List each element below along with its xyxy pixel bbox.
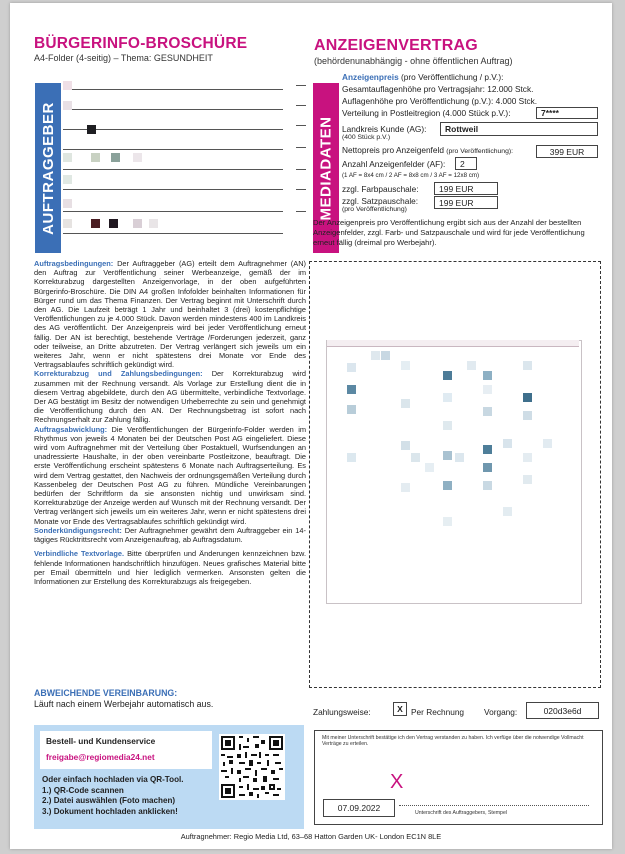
brochure-subtitle: A4-Folder (4-seitig) – Thema: GESUNDHEIT: [34, 53, 213, 63]
setup-fee-value[interactable]: 199 EUR: [434, 196, 498, 209]
footer-address: Auftragnehmer: Regio Media Ltd, 63–68 Hatton Garden UK- London EC1N 8LE: [180, 832, 442, 841]
service-email[interactable]: freigabe@regiomedia24.net: [46, 752, 155, 762]
contract-title: ANZEIGENVERTRAG: [314, 37, 478, 54]
net-price-label: Nettopreis pro Anzeigenfeld (pro Veröffentlichung):: [342, 145, 514, 155]
net-price-value[interactable]: 399 EUR: [536, 145, 598, 158]
media-side-label: MEDIADATEN: [313, 83, 339, 253]
qr-instructions: Oder einfach hochladen via QR-Tool. 1.) QR-Code scannen 2.) Datei auswählen (Foto machen) 3.) Dokument hochladen anklicken!: [42, 775, 184, 816]
ad-preview: [326, 340, 582, 604]
run-per-pub: Auflagenhöhe pro Veröffentlichung (p.V.): 4.000 Stck.: [342, 96, 538, 106]
terms-cancellation: Sonderkündigungsrecht: Der Auftragnehmer gewährt dem Auftraggeber ein 14-tägiges Rücktrittsrecht vom Anzeigenauftrag, ab Auftragsdatum.: [34, 525, 306, 545]
brochure-title: BÜRGERINFO-BROSCHÜRE: [34, 35, 248, 52]
process-value: 020d3e6d: [526, 702, 599, 719]
total-run: Gesamtauflagenhöhe pro Vertragsjahr: 12.000 Stck.: [342, 84, 534, 94]
color-fee-value[interactable]: 199 EUR: [434, 182, 498, 195]
terms-general: Auftragsbedingungen: Der Auftraggeber (AG) erteilt dem Auftragnehmer (AN) den Auftrag zur Veröffentlichung seiner Werbeanzeige, gemäß der im Korrekturabzug dargestellten Anzeigenvorlage, in der oben aufgeführten Bürgerinfo-Broschüre. Die DIN A4 großen Infofolder beinhalten Informationen für Bürger rund um das Thema Finanzen. Der Vertrag beginnt mit Unterschrift durch den AG. Die Laufzeit beträgt 1 Jahr und beinhaltet 3 (drei) kostenpflichtige Veröffentlichungen zu je 4.000 Stück. Davon werden mindestens 400 im Landkreis des AG veröffentlicht. Der Anzeigenpreis wird bei jeder Veröffentlichung erneut fällig. Der AN ist berechtigt, bestehende Verträge /Forderungen jederzeit, ganz oder teilweise, an Dritte abzutreten. Der Vertrag verlängert sich jeweils um ein weiteres Jahr, wenn er nicht spätestens drei Monate vor Ende des Vertragsablaufes schriftlich gekündigt wird.: [34, 259, 306, 370]
fields-note: (1 AF = 8x4 cm / 2 AF = 8x8 cm / 3 AF = 12x8 cm): [342, 172, 480, 179]
setup-fee-note: (pro Veröffentlichung): [342, 206, 407, 213]
signature-mark: X: [390, 771, 404, 793]
district-note: (400 Stück p.V.): [342, 134, 391, 141]
district-label: Landkreis Kunde (AG):: [342, 124, 427, 134]
signature-note: Mit meiner Unterschrift bestätige ich den Vertrag verstanden zu haben. Ich verfüge über die notwendige Vollmacht Verträge zu erteilen.: [322, 735, 584, 748]
contract-page: [10, 3, 612, 849]
price-heading: Anzeigenpreis (pro Veröffentlichung / p.V.):: [342, 72, 504, 82]
district-value[interactable]: Rottweil: [440, 122, 598, 136]
terms-proof: Korrekturabzug und Zahlungsbedingungen: Der Korrekturabzug wird zusammen mit der Rechnung versandt. Als Vorlage zur Erstellung dient die in diesem Vertrag abgebildete, durch den AG übermittelte, verbindliche Textvorlage. Der AG bestätigt im Besitz der notwendigen Urheberrechte zu sein und genehmigt die Veröffentlichung durch den AN. Der Rechnungsbetrag ist sofort nach Rechnungserhalt zur Zahlung fällig.: [34, 369, 306, 425]
setup-fee-label: zzgl. Satzpauschale:: [342, 196, 419, 206]
fields-value[interactable]: 2: [455, 157, 477, 170]
client-fields: [63, 79, 283, 255]
color-fee-label: zzgl. Farbpauschale:: [342, 184, 419, 194]
process-label: Vorgang:: [484, 707, 518, 717]
signature-date[interactable]: 07.09.2022: [323, 799, 395, 817]
fields-label: Anzahl Anzeigenfelder (AF):: [342, 159, 446, 169]
payment-label: Zahlungsweise:: [313, 707, 371, 717]
payment-checkbox[interactable]: X: [393, 702, 407, 716]
client-side-label: AUFTRAGGEBER: [35, 83, 61, 253]
service-contact: [40, 731, 212, 769]
price-note: Der Anzeigenpreis pro Veröffentlichung ergibt sich aus der Anzahl der bestellten Anzeigenfelder, zzgl. Farb- und Satzpauschale und wird für jede Veröffentlichung erneut fällig (dreimal pro Werbejahr).: [313, 218, 585, 248]
contract-subtitle: (behördenunabhängig - ohne öffentlichen Auftrag): [314, 56, 513, 66]
postal-label: Verteilung in Postleitregion (4.000 Stück p.V.):: [342, 108, 511, 118]
terms-processing: Auftragsabwicklung: Die Veröffentlichungen der Bürgerinfo-Folder werden im Rhythmus von jeweils 4 Monaten bei der Deutschen Post AG eingeliefert. Diese wird vom Auftragnehmer mit der Verteilung über Postaktuell, Wurfsendungen an unadressierte Haushalte, in der oben vereinbarte Postleitzone, beauftragt. Die erste Veröffentlichung erscheint spätestens 6 Monate nach Auftragserteilung. Es wird dem Vertrag gestattet, den Nachweis der ordnungsgemäßen Verteilung durch Kassenbeleg der Deutschen Post AG zu führen. Mündliche Vereinbarungen bedürfen der Schriftform da sie ansonsten nichtig und unwirksam sind. Korrekturabzüge der Anzeige werden auf Wunsch mit der Rechnung versandt. Der Vertrag verlängert sich jeweils um ein weiteres Jahr, wenn er nicht spätestens drei Monate vor Ende des Vertragsablaufes schriftlich gekündigt wird.: [34, 424, 306, 526]
terms-text: [34, 259, 306, 586]
terms-template: Verbindliche Textvorlage. Bitte überprüfen und Änderungen kennzeichnen bzw. fehlende Informationen handschriftlich hinzufügen. Neues grafisches Material bitte per Email übermitteln und hier lediglich vermerken. Ansonsten gelten die Informationen zur Erstellung des Korrekturabzugs als freigegeben.: [34, 549, 306, 586]
signature-caption: Unterschrift des Auftraggebers, Stempel: [415, 810, 507, 816]
field-markers: [296, 85, 306, 245]
deviating-text: Läuft nach einem Werbejahr automatisch aus.: [34, 699, 214, 709]
service-title: Bestell- und Kundenservice: [46, 736, 156, 746]
signature-box[interactable]: [314, 730, 603, 825]
ad-template-area[interactable]: [309, 261, 601, 688]
deviating-heading: ABWEICHENDE VEREINBARUNG:: [34, 688, 178, 698]
qr-code[interactable]: [219, 734, 285, 800]
postal-value[interactable]: 7****: [536, 107, 598, 119]
payment-method: Per Rechnung: [411, 707, 465, 717]
